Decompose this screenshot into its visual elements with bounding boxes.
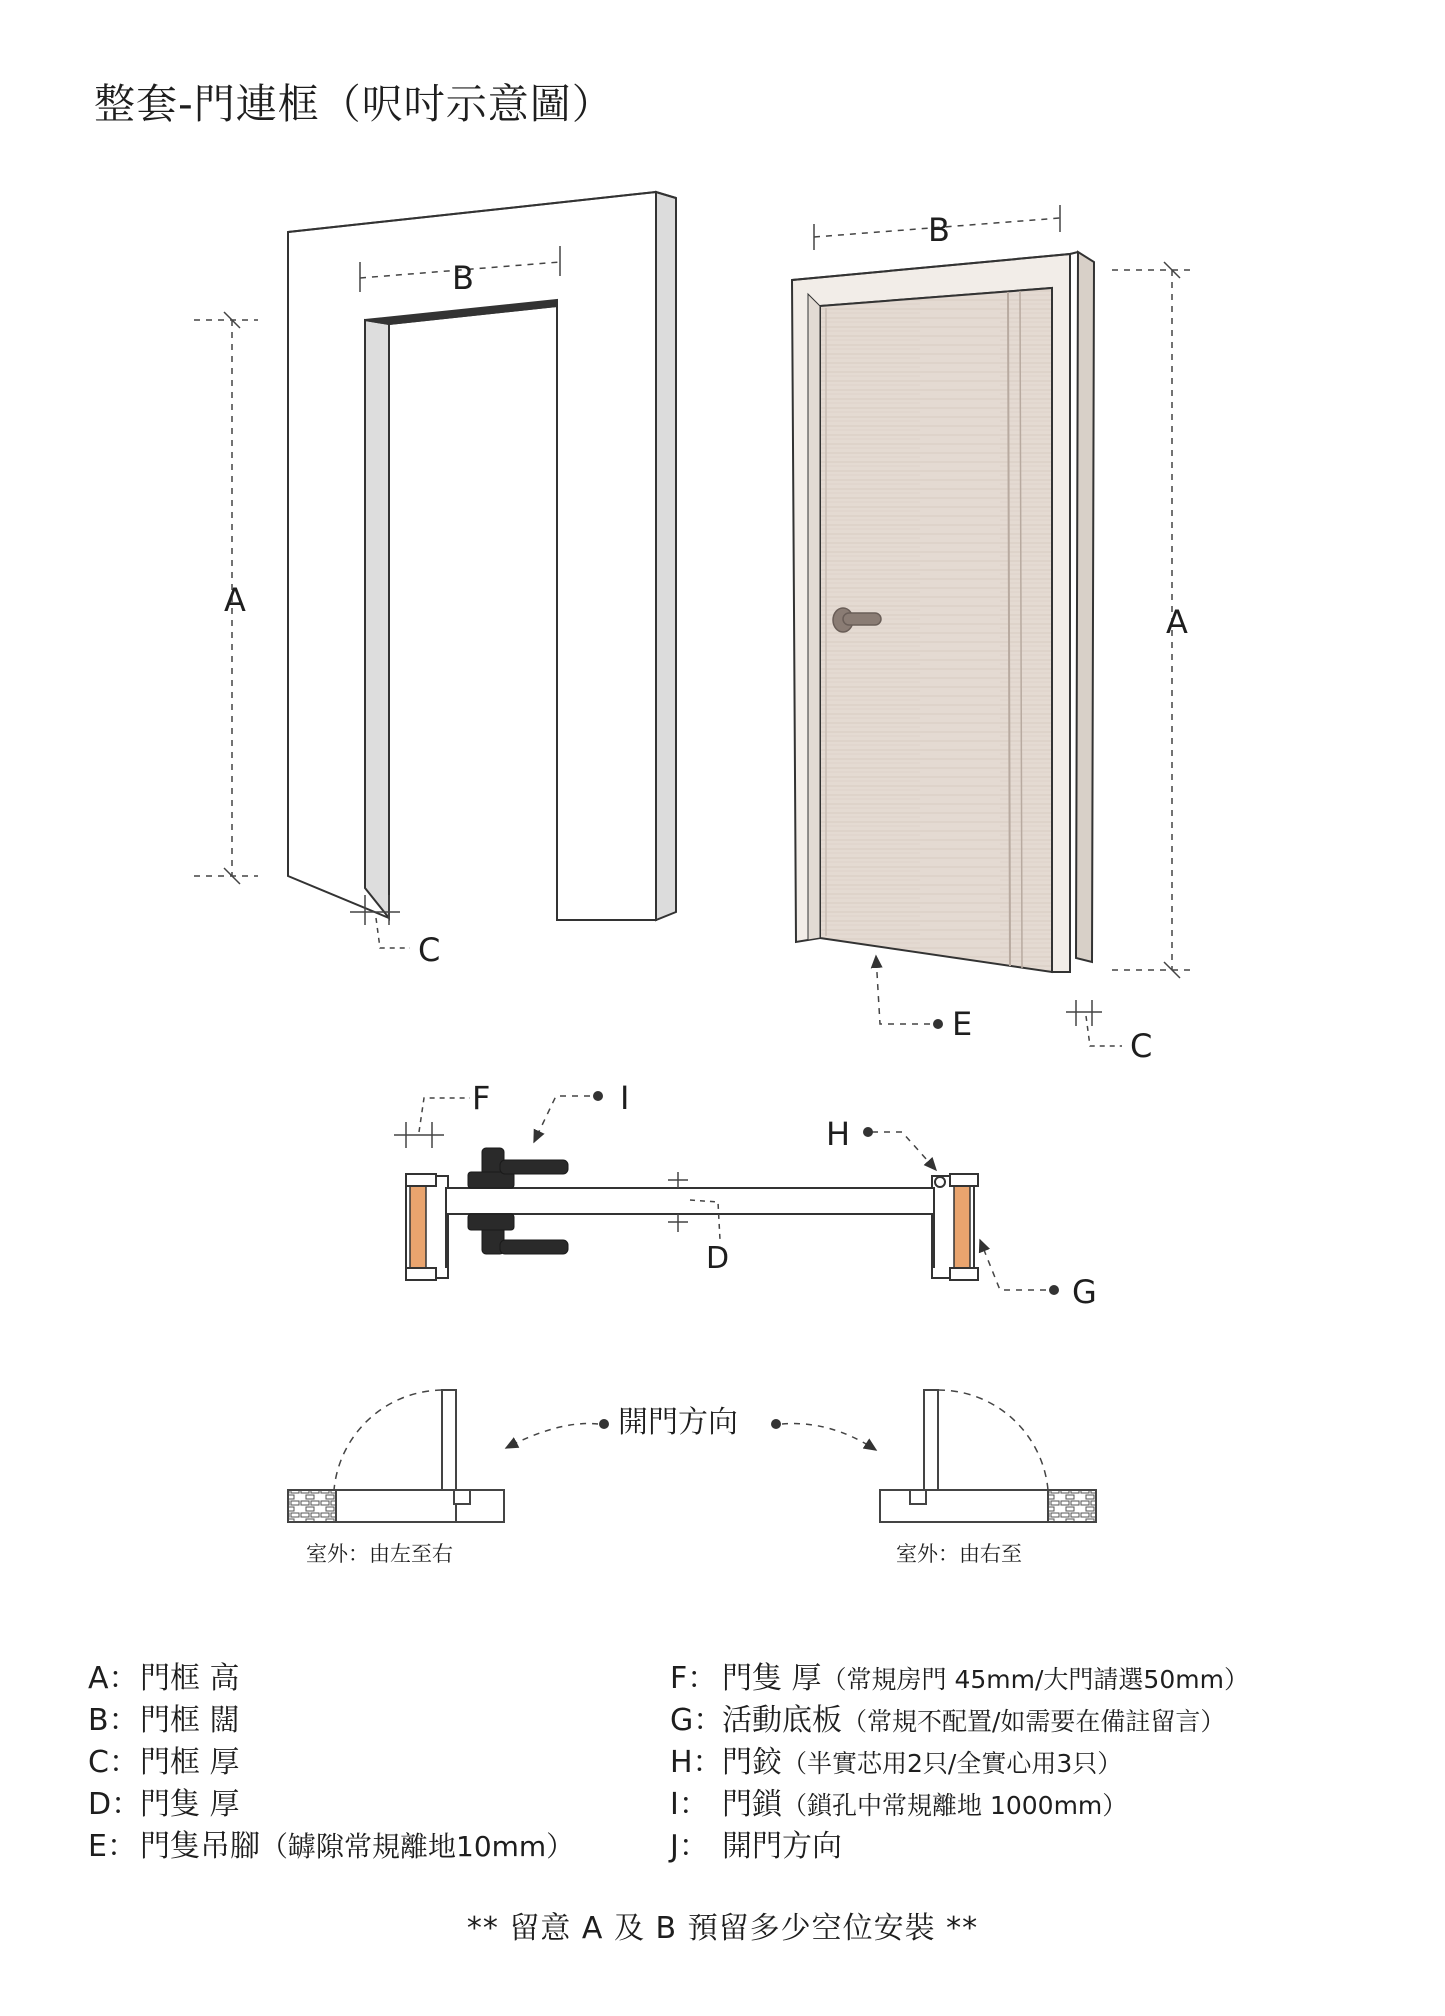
legend-item-f [670, 1661, 1249, 1704]
hinge-icon [935, 1177, 945, 1187]
legend-label: 開門方向 [722, 1829, 842, 1864]
legend-note: （常規房門 45mm/大門請選50mm） [821, 1665, 1249, 1694]
opening-right-caption: 室外：由右至 [896, 1542, 1022, 1566]
legend-note: （半實芯用2只/全實心用3只） [782, 1749, 1123, 1778]
page-title: 整套-門連框（呎吋示意圖） [94, 80, 614, 128]
legend-right [670, 1661, 1249, 1874]
legend-label: 門框 闊 [140, 1703, 240, 1738]
install-reminder: ** 留意 A 及 B 預留多少空位安裝 ** [466, 1911, 979, 1946]
opening-direction-label: 開門方向 [618, 1405, 738, 1440]
section-drawing [406, 1148, 978, 1280]
legend-label: 門鎖 [722, 1787, 782, 1822]
frame-label-a: A [224, 581, 246, 619]
legend-item-g [670, 1703, 1249, 1746]
section-label-i: I [620, 1079, 630, 1117]
legend-key: B： [88, 1703, 139, 1738]
frame-label-b: B [452, 259, 474, 297]
legend-left [88, 1661, 575, 1874]
opening-right-drawing [880, 1390, 1096, 1522]
legend-key: D： [88, 1787, 142, 1822]
legend-label: 活動底板 [722, 1703, 842, 1738]
section-label-f: F [472, 1079, 491, 1117]
legend-item-a [88, 1661, 574, 1704]
opening-left-caption: 室外：由左至右 [306, 1542, 453, 1566]
door-label-b: B [928, 211, 950, 249]
door-frame-side [1076, 252, 1094, 962]
frame-3d-drawing [288, 192, 676, 920]
door-label-a: A [1166, 603, 1188, 641]
legend-item-j [670, 1829, 1249, 1872]
legend-key: I： [670, 1787, 709, 1822]
legend-key: C： [88, 1745, 139, 1780]
legend-label: 門隻吊腳 [140, 1829, 260, 1864]
door-leaf [820, 288, 1052, 972]
legend-item-e [88, 1829, 575, 1872]
legend-label: 門框 高 [140, 1661, 240, 1696]
legend-note: （鎖孔中常規離地 1000mm） [782, 1791, 1128, 1820]
section-label-d: D [706, 1241, 730, 1276]
frame-label-c: C [418, 931, 441, 969]
legend-item-d [88, 1787, 574, 1830]
frame-side-face [656, 192, 676, 920]
legend-item-i [670, 1787, 1249, 1830]
legend-key: J： [670, 1829, 709, 1864]
door-label-e: E [952, 1005, 973, 1043]
legend-item-h [670, 1745, 1249, 1788]
legend-label: 門隻 厚 [140, 1787, 240, 1822]
door-label-c: C [1130, 1027, 1153, 1065]
opening-left-drawing [288, 1390, 504, 1522]
legend-key: A： [88, 1661, 139, 1696]
legend-label: 門隻 厚 [722, 1661, 822, 1696]
door-leaf-section [446, 1188, 934, 1214]
legend-item-b [88, 1703, 574, 1746]
frame-inner-jamb [365, 320, 389, 918]
legend-label: 門鉸 [722, 1745, 782, 1780]
legend-note: （罅隙常規離地10mm） [260, 1830, 575, 1863]
legend-label: 門框 厚 [140, 1745, 240, 1780]
section-label-g: G [1072, 1273, 1097, 1311]
door-3d-drawing [792, 252, 1094, 972]
legend-key: E： [88, 1829, 137, 1864]
section-label-h: H [826, 1115, 851, 1153]
legend-note: （常規不配置/如需要在備註留言） [842, 1707, 1226, 1736]
legend-key: G： [670, 1703, 724, 1738]
legend-key: F： [670, 1661, 718, 1696]
legend-key: H： [670, 1745, 723, 1780]
frame-front-face [288, 192, 656, 920]
legend-item-c [88, 1745, 574, 1788]
